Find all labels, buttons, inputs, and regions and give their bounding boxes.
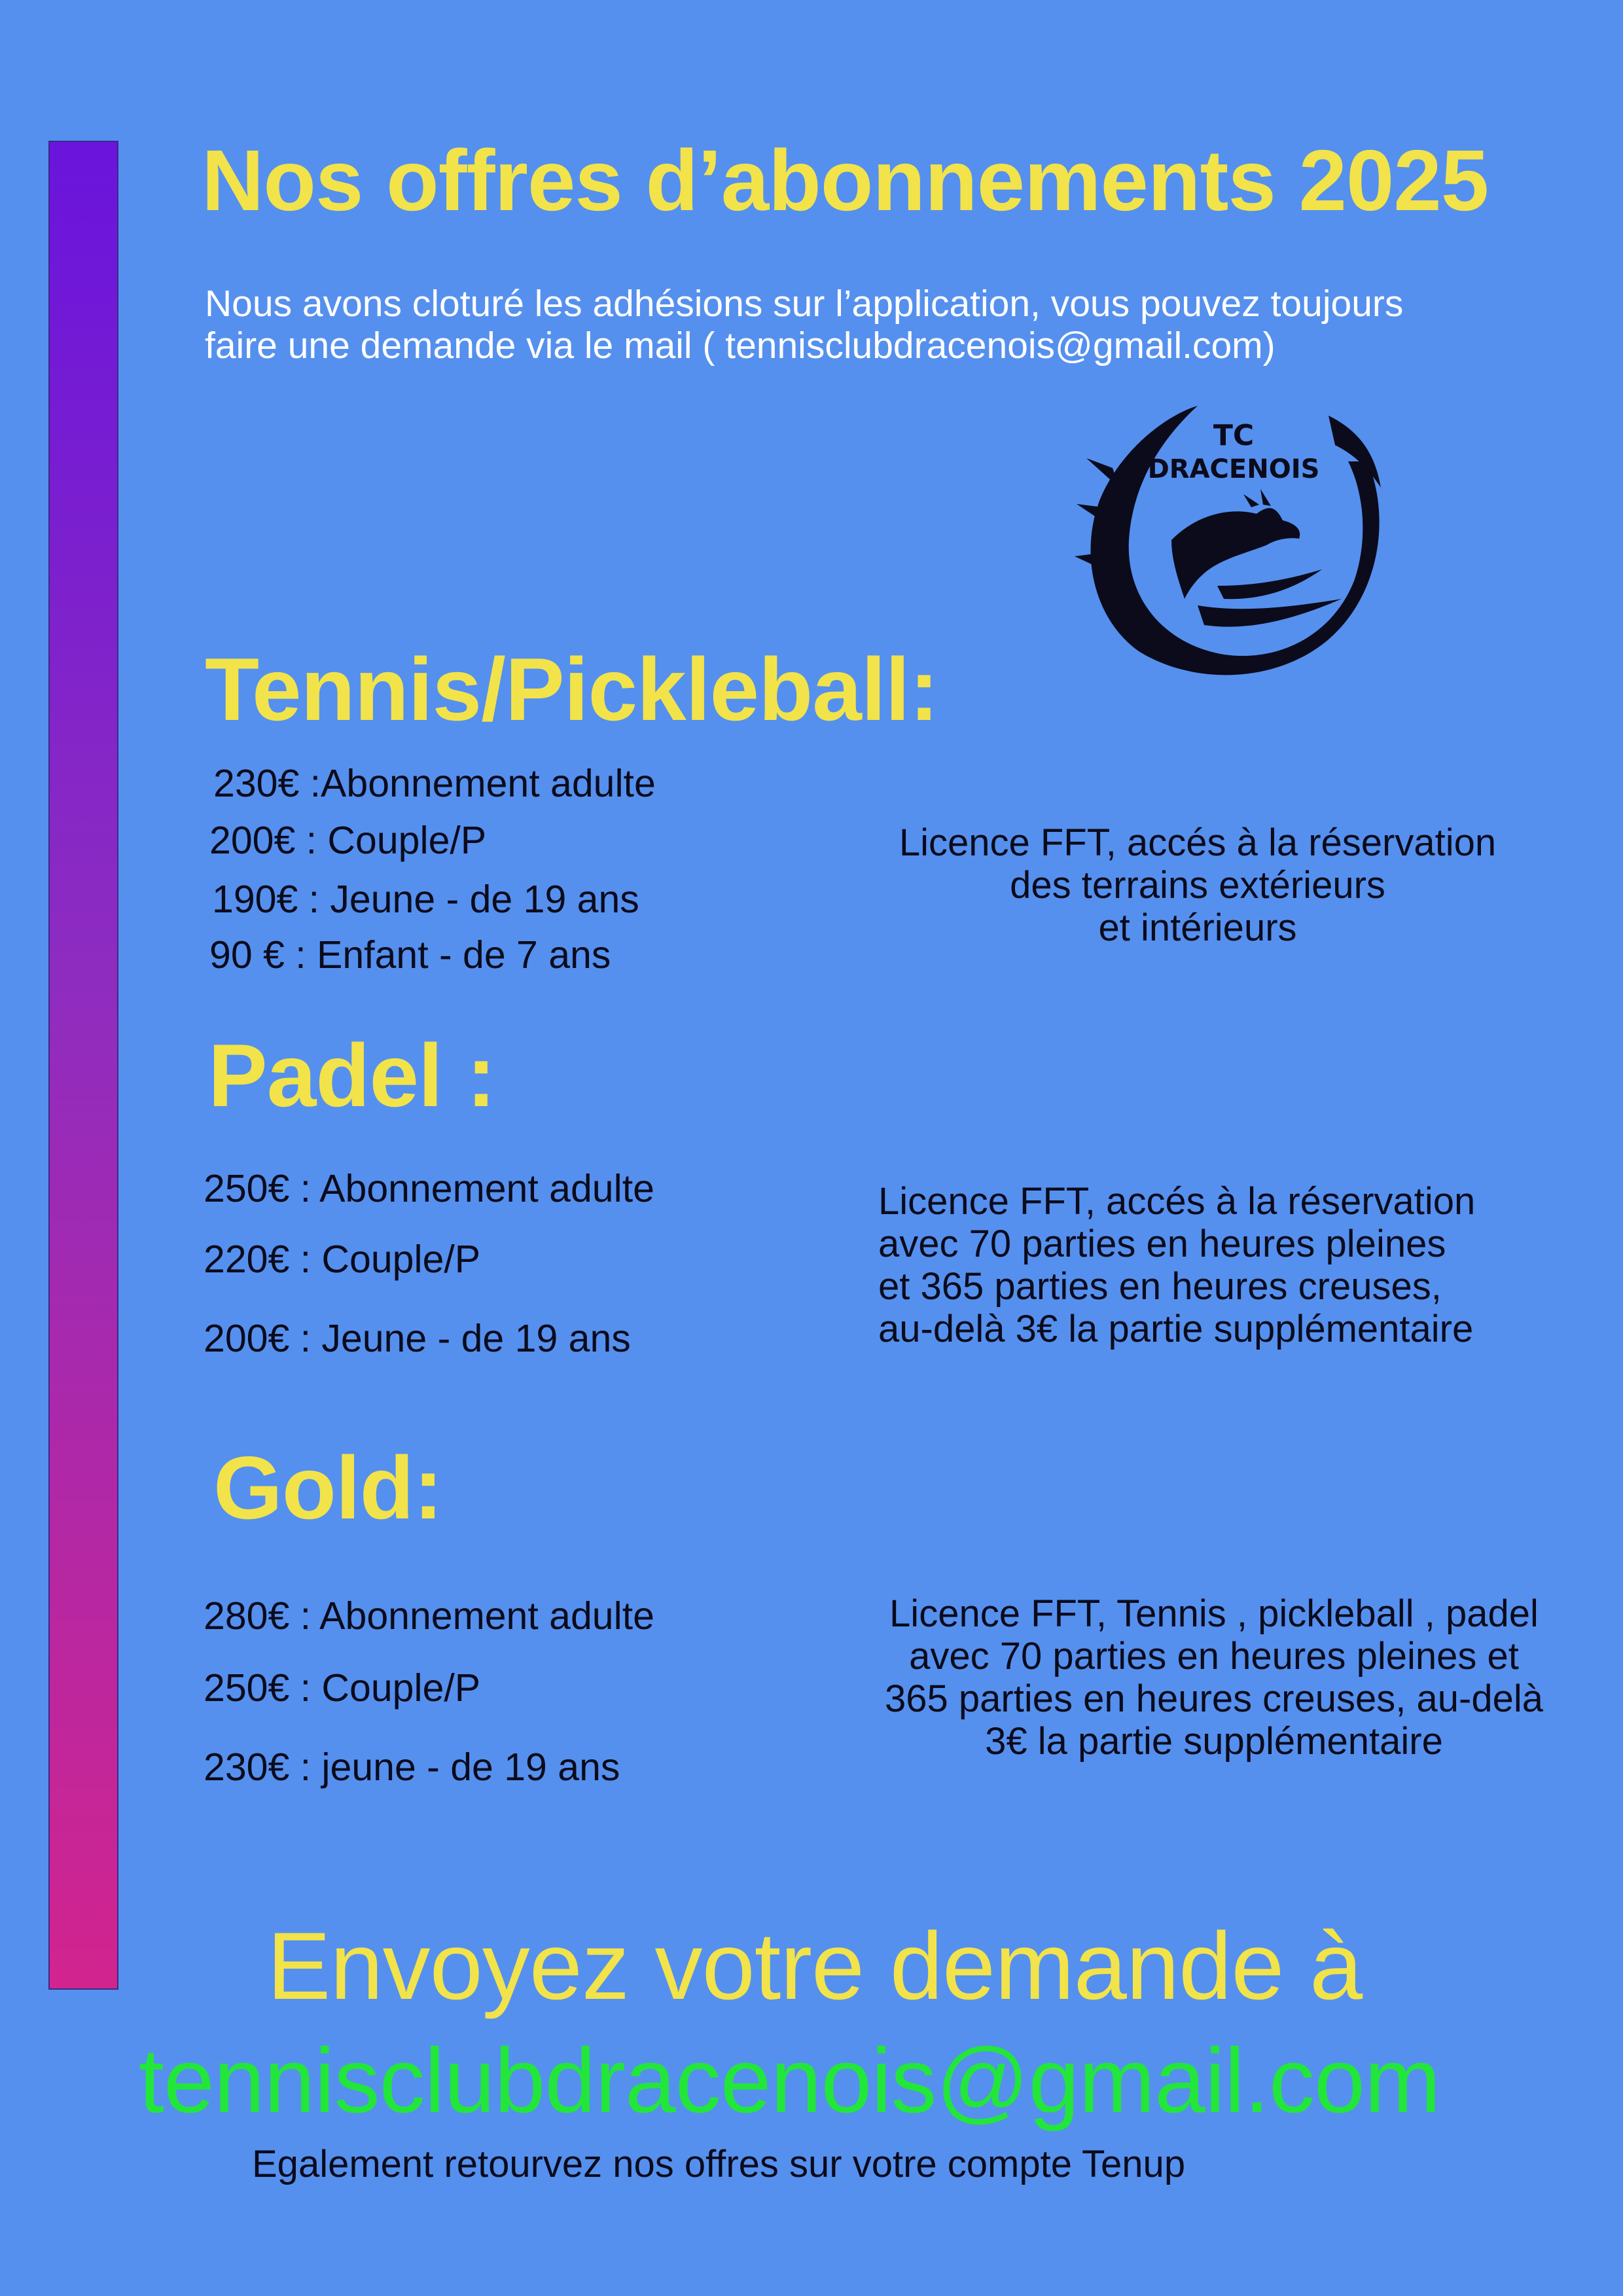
price-item: 230€ :Abonnement adulte — [213, 762, 656, 805]
footer-note: Egalement retourvez nos offres sur votre compte Tenup — [252, 2143, 1186, 2185]
description-line: 3€ la partie supplémentaire — [985, 1720, 1443, 1763]
description-line: Licence FFT, accés à la réservation — [899, 821, 1497, 864]
price-item: 200€ : Couple/P — [209, 819, 487, 862]
price-item: 250€ : Abonnement adulte — [204, 1167, 654, 1210]
section-title-gold: Gold: — [213, 1438, 443, 1537]
price-item: 280€ : Abonnement adulte — [204, 1594, 654, 1638]
page-title: Nos offres d’abonnements 2025 — [202, 132, 1489, 228]
description-line: avec 70 parties en heures pleines et — [909, 1635, 1519, 1677]
description-line: 365 parties en heures creuses, au-delà — [885, 1677, 1543, 1720]
description-line: Licence FFT, accés à la réservation — [878, 1180, 1476, 1223]
intro-text — [205, 283, 1579, 367]
price-item: 200€ : Jeune - de 19 ans — [204, 1317, 631, 1360]
description-line: avec 70 parties en heures pleines — [878, 1223, 1446, 1265]
club-logo — [1067, 389, 1394, 704]
section-description-padel — [878, 1180, 1475, 1350]
description-line: et intérieurs — [1098, 906, 1297, 949]
contact-email-link[interactable]: tennisclubdracenois@gmail.com — [139, 2029, 1440, 2132]
price-item: 250€ : Couple/P — [204, 1666, 481, 1710]
call-to-action: Envoyez votre demande à — [267, 1912, 1363, 2019]
price-item: 90 € : Enfant - de 7 ans — [209, 933, 611, 977]
price-item: 220€ : Couple/P — [204, 1238, 481, 1281]
decorative-gradient-bar — [48, 141, 118, 1990]
section-title-padel: Padel : — [208, 1026, 495, 1125]
description-line: Licence FFT, Tennis , pickleball , padel — [889, 1592, 1539, 1635]
description-line: des terrains extérieurs — [1010, 864, 1385, 906]
price-item: 190€ : Jeune - de 19 ans — [212, 878, 639, 921]
logo-text-tc: TC — [1213, 419, 1255, 452]
intro-line: faire une demande via le mail ( tennisclubdracenois@gmail.com) — [205, 325, 1275, 367]
description-line: et 365 parties en heures creuses, — [878, 1265, 1442, 1308]
logo-text-name: DRACENOIS — [1147, 454, 1320, 484]
section-title-tennis: Tennis/Pickleball: — [205, 639, 938, 739]
intro-line: Nous avons cloturé les adhésions sur l’application, vous pouvez toujours — [205, 283, 1404, 325]
section-description-tennis — [870, 821, 1525, 949]
description-line: au-delà 3€ la partie supplémentaire — [878, 1308, 1474, 1350]
price-item: 230€ : jeune - de 19 ans — [204, 1746, 620, 1789]
section-description-gold — [857, 1592, 1571, 1763]
